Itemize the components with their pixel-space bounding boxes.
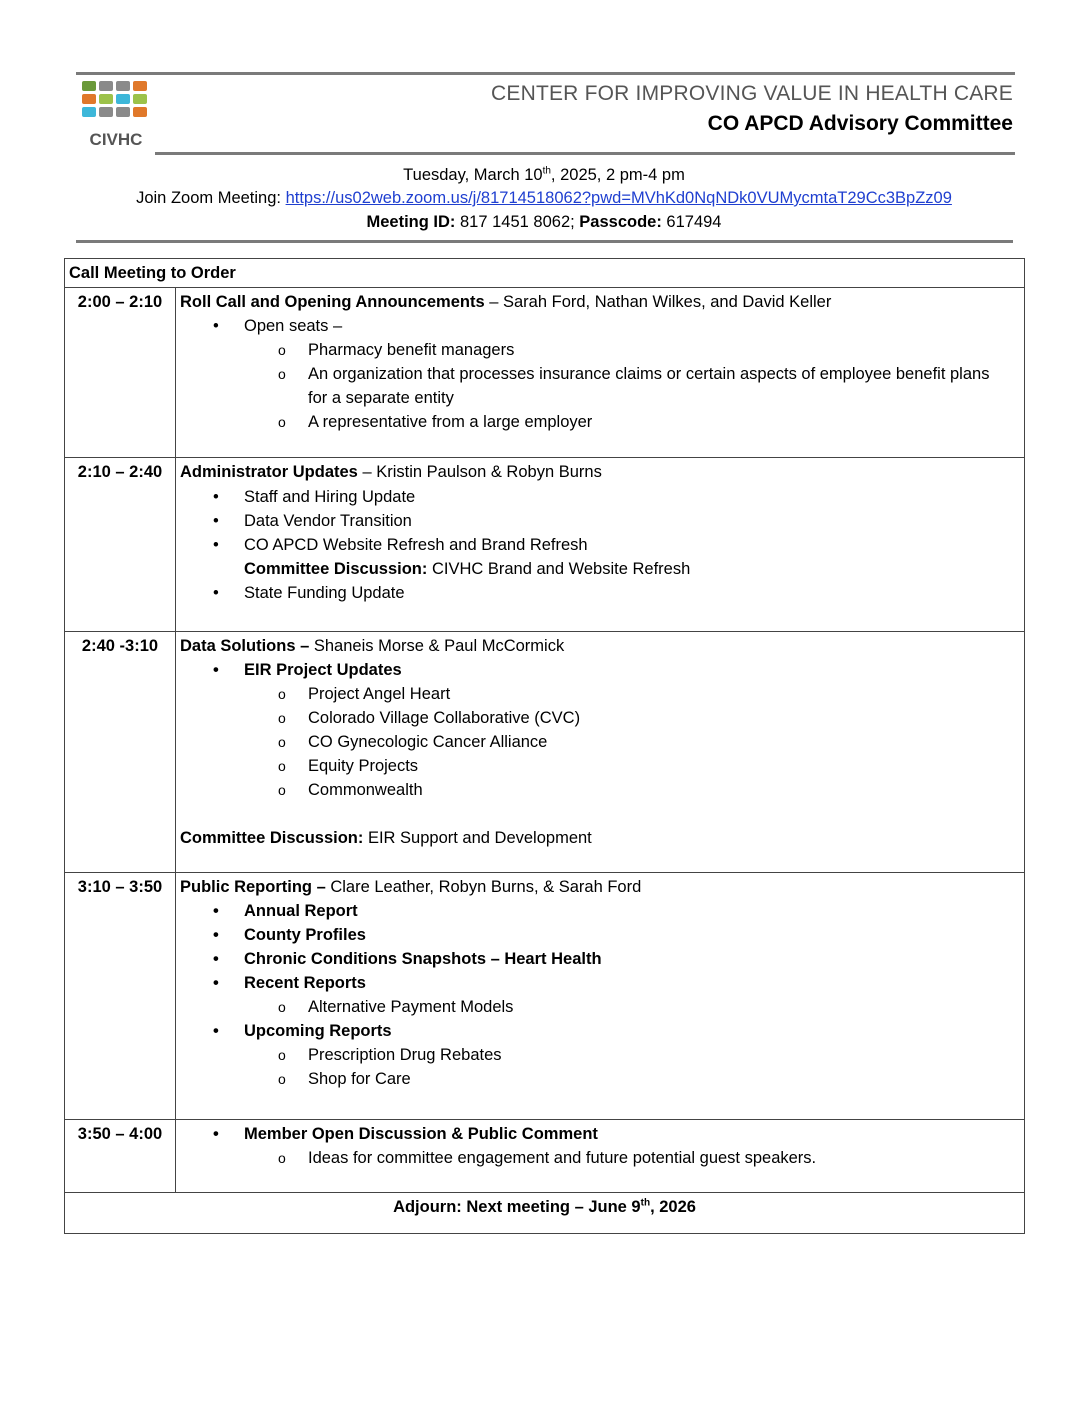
list-item: o Ideas for committee engagement and future potential guest speakers. — [180, 1146, 1024, 1170]
agenda-item-content — [176, 288, 1025, 458]
list-item: • County Profiles — [180, 923, 1024, 947]
list-item: • Member Open Discussion & Public Comment — [180, 1122, 1024, 1146]
list-item: o An organization that processes insurance claims or certain aspects of employee benefit plans for a separate entity — [180, 362, 1024, 410]
time-slot: 3:50 – 4:00 — [65, 1120, 176, 1193]
agenda-row-roll-call — [65, 288, 1025, 458]
committee-discussion: Committee Discussion: CIVHC Brand and Website Refresh — [244, 560, 691, 578]
list-item: o Commonwealth — [180, 778, 1024, 802]
agenda-item-content — [176, 458, 1025, 632]
list-item: • State Funding Update — [180, 581, 1024, 605]
item-title: Data Solutions – — [180, 637, 310, 655]
list-item: • Recent Reports — [180, 971, 1024, 995]
item-presenters: – Sarah Ford, Nathan Wilkes, and David Keller — [484, 293, 832, 311]
item-presenters: Shaneis Morse & Paul McCormick — [309, 637, 565, 655]
time-slot: 2:00 – 2:10 — [65, 288, 176, 458]
item-presenters: Clare Leather, Robyn Burns, & Sarah Ford — [325, 878, 642, 896]
list-item: o A representative from a large employer — [180, 410, 1024, 434]
list-item: o CO Gynecologic Cancer Alliance — [180, 730, 1024, 754]
list-item: • Open seats – — [180, 314, 1024, 338]
meeting-date: Tuesday, March 10th, 2025, 2 pm-4 pm — [403, 165, 685, 184]
agenda-row-open-discussion — [65, 1120, 1025, 1193]
list-item: o Pharmacy benefit managers — [180, 338, 1024, 362]
list-item: • Upcoming Reports — [180, 1019, 1024, 1043]
meeting-id-line: Meeting ID: 817 1451 8062; Passcode: 617494 — [366, 213, 722, 231]
agenda-header-row — [65, 259, 1025, 288]
agenda-row-data-solutions — [65, 632, 1025, 873]
time-slot: 2:40 -3:10 — [65, 632, 176, 873]
logo-grid-icon — [82, 81, 147, 117]
call-to-order: Call Meeting to Order — [65, 259, 1025, 288]
list-item: o Alternative Payment Models — [180, 995, 1024, 1019]
item-title: Administrator Updates — [180, 463, 358, 481]
list-item: • Staff and Hiring Update — [180, 485, 1024, 509]
meeting-rule — [76, 240, 1013, 243]
list-item: • Chronic Conditions Snapshots – Heart Health — [180, 947, 1024, 971]
agenda-footer-row — [65, 1193, 1025, 1234]
list-item: • Data Vendor Transition — [180, 509, 1024, 533]
civhc-logo — [80, 79, 152, 151]
agenda-item-content — [176, 1120, 1025, 1193]
item-presenters: – Kristin Paulson & Robyn Burns — [357, 463, 602, 481]
time-slot: 2:10 – 2:40 — [65, 458, 176, 632]
agenda-item-content — [176, 632, 1025, 873]
committee-discussion: Committee Discussion: EIR Support and Development — [180, 829, 592, 847]
top-rule — [76, 72, 1015, 75]
item-title: Roll Call and Opening Announcements — [180, 293, 485, 311]
adjourn-note: Adjourn: Next meeting – June 9th, 2026 — [65, 1193, 1025, 1234]
list-item: • Annual Report — [180, 899, 1024, 923]
list-item: o Shop for Care — [180, 1067, 1024, 1091]
committee-title: CO APCD Advisory Committee — [707, 112, 1013, 135]
time-slot: 3:10 – 3:50 — [65, 873, 176, 1120]
agenda-item-content — [176, 873, 1025, 1120]
agenda-row-public-reporting — [65, 873, 1025, 1120]
list-item: o Prescription Drug Rebates — [180, 1043, 1024, 1067]
agenda-table — [64, 258, 1025, 1234]
agenda-row-administrator-updates — [65, 458, 1025, 632]
zoom-line: Join Zoom Meeting: https://us02web.zoom.us/j/81714518062?pwd=MVhKd0NqNDk0VUMycmtaT29Cc3BpZz09 — [136, 189, 952, 207]
list-item: • EIR Project Updates — [180, 658, 1024, 682]
zoom-link[interactable]: https://us02web.zoom.us/j/81714518062?pwd=MVhKd0NqNDk0VUMycmtaT29Cc3BpZz09 — [285, 189, 952, 207]
item-title: Public Reporting – — [180, 878, 326, 896]
list-item: o Equity Projects — [180, 754, 1024, 778]
list-item: • CO APCD Website Refresh and Brand Refresh — [180, 533, 1024, 557]
org-name: CENTER FOR IMPROVING VALUE IN HEALTH CARE — [491, 82, 1013, 105]
header-rule — [155, 152, 1015, 155]
list-item: o Colorado Village Collaborative (CVC) — [180, 706, 1024, 730]
logo-text: CIVHC — [89, 130, 143, 149]
list-item: o Project Angel Heart — [180, 682, 1024, 706]
